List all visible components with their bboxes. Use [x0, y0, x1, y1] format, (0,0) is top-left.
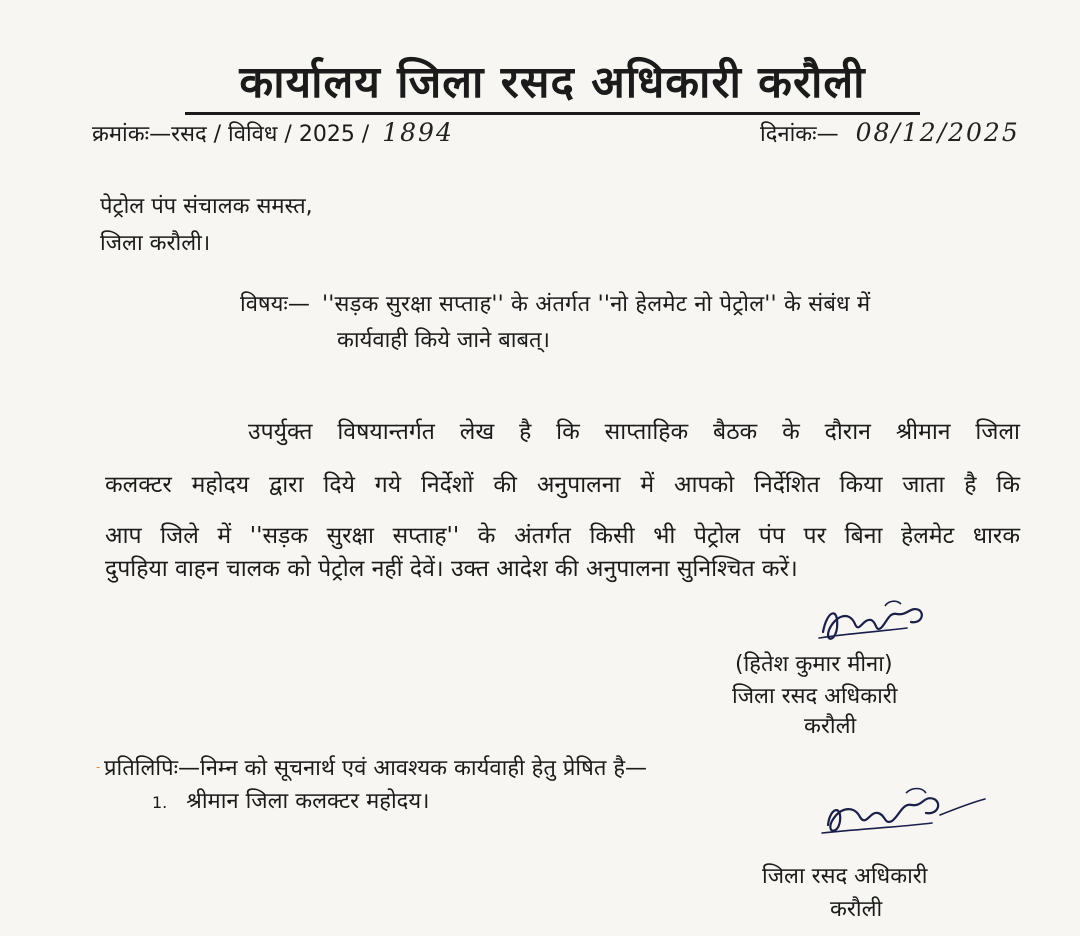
date-value: 08/12/2025: [855, 118, 1020, 147]
reference-number: 1894: [382, 118, 454, 147]
office-heading: कार्यालय जिला रसद अधिकारी करौली: [185, 50, 920, 115]
signatory-name: (हितेश कुमार मीना): [735, 652, 893, 677]
reference-prefix: क्रमांकः—रसद / विविध / 2025 /: [92, 122, 370, 147]
signatory-place-1: करौली: [804, 714, 857, 739]
margin-mark-icon: -: [96, 760, 101, 774]
copy-list-item: [152, 785, 429, 815]
signature-1-image: [815, 598, 930, 648]
body-line-4: दुपहिया वाहन चालक को पेट्रोल नहीं देवें। उक्त आदेश की अनुपालना सुनिश्चित करें।: [105, 556, 798, 582]
addressee-line-1: पेट्रोल पंप संचालक समस्त,: [100, 194, 313, 219]
date-line: [760, 118, 1020, 148]
subject-line-1: ''सड़क सुरक्षा सप्ताह'' के अंतर्गत ''नो हेलमेट नो पेट्रोल'' के संबंध में: [322, 292, 871, 317]
addressee-line-2: जिला करौली।: [100, 231, 211, 256]
body-line-2: कलक्टर महोदय द्वारा दिये गये निर्देशों की अनुपालना में आपको निर्देशित किया जाता है कि: [105, 472, 1020, 498]
signatory-designation-2: जिला रसद अधिकारी: [762, 864, 928, 889]
copy-to-label: प्रतिलिपिः—निम्न को सूचनार्थ एवं आवश्यक कार्यवाही हेतु प्रेषित है—: [104, 756, 648, 781]
copy-item-number: 1.: [152, 793, 168, 812]
body-line-3: आप जिले में ''सड़क सुरक्षा सप्ताह'' के अंतर्गत किसी भी पेट्रोल पंप पर बिना हेलमेट धारक: [105, 523, 1020, 549]
date-label: दिनांकः—: [760, 122, 839, 147]
subject-line-2: कार्यवाही किये जाने बाबत्।: [337, 328, 550, 353]
subject-label: विषयः—: [240, 292, 310, 317]
signatory-designation-1: जिला रसद अधिकारी: [732, 684, 898, 709]
copy-to-line: [96, 752, 648, 782]
signature-2-image: [820, 785, 990, 845]
reference-line: [92, 118, 454, 148]
copy-item-text: श्रीमान जिला कलक्टर महोदय।: [186, 789, 430, 814]
body-line-1: उपर्युक्त विषयान्तर्गत लेख है कि साप्ताहिक बैठक के दौरान श्रीमान जिला: [248, 419, 1020, 445]
signatory-place-2: करौली: [830, 897, 883, 922]
